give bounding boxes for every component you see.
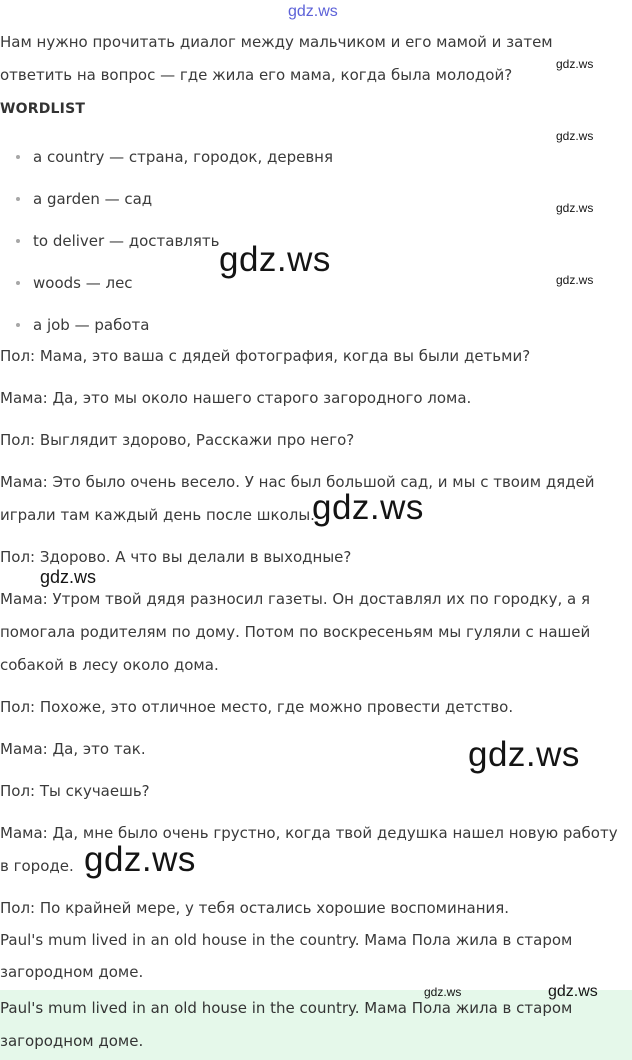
task-intro: Нам нужно прочитать диалог между мальчиком и его мамой и затем ответить на вопрос — где жила его мама, когда была молодой? — [0, 33, 553, 84]
list-item: a garden — сад — [12, 181, 333, 223]
watermark: gdz.ws — [219, 240, 331, 279]
list-item: to deliver — доставлять — [12, 223, 333, 265]
watermark: gdz.ws — [556, 273, 594, 287]
dialogue-line: Пол: Ты скучаешь? — [0, 782, 150, 800]
watermark: gdz.ws — [556, 129, 594, 143]
dialogue-line: Мама: Утром твой дядя разносил газеты. Он доставлял их по городку, а я помогала родителям по дому. Потом по воскресеньям мы гуляли с нашей собакой в лесу около дома. — [0, 590, 591, 674]
dialogue-line: Мама: Да, мне было очень грустно, когда твой дедушка нашел новую работу в городе. — [0, 824, 618, 875]
list-item: a job — работа — [12, 307, 333, 349]
watermark: gdz.ws — [40, 567, 97, 587]
watermark: gdz.ws — [556, 201, 594, 215]
dialogue-line: Мама: Да, это так. — [0, 740, 146, 758]
watermark: gdz.ws — [548, 983, 598, 1000]
dialogue-line: Пол: Здорово. А что вы делали в выходные? — [0, 548, 352, 566]
wordlist-heading: WORDLIST — [0, 101, 86, 117]
watermark: gdz.ws — [312, 488, 424, 527]
answer-text: Paul's mum lived in an old house in the country. Мама Пола жила в старом загородном доме. — [0, 931, 573, 981]
dialogue-line: Мама: Да, это мы около нашего старого загородного лома. — [0, 389, 472, 407]
watermark: gdz.ws — [556, 57, 594, 71]
highlighted-answer-text: Paul's mum lived in an old house in the country. Мама Пола жила в старом загородном доме. — [0, 999, 573, 1050]
dialogue-line: Мама: Это было очень весело. У нас был большой сад, и мы с твоим дядей играли там каждый день после школы. — [0, 473, 595, 524]
dialogue-line: Пол: Мама, это ваша с дядей фотография, когда вы были детьми? — [0, 347, 531, 365]
watermark: gdz.ws — [468, 735, 580, 774]
watermark: gdz.ws — [84, 840, 196, 879]
watermark: gdz.ws — [288, 3, 338, 20]
dialogue-line: Пол: Выглядит здорово, Расскажи про него? — [0, 431, 355, 449]
list-item: a country — страна, городок, деревня — [12, 139, 333, 181]
dialogue-line: Пол: По крайней мере, у тебя остались хорошие воспоминания. — [0, 899, 510, 917]
list-item: woods — лес — [12, 265, 333, 307]
dialogue-line: Пол: Похоже, это отличное место, где можно провести детство. — [0, 698, 514, 716]
watermark: gdz.ws — [424, 985, 462, 999]
